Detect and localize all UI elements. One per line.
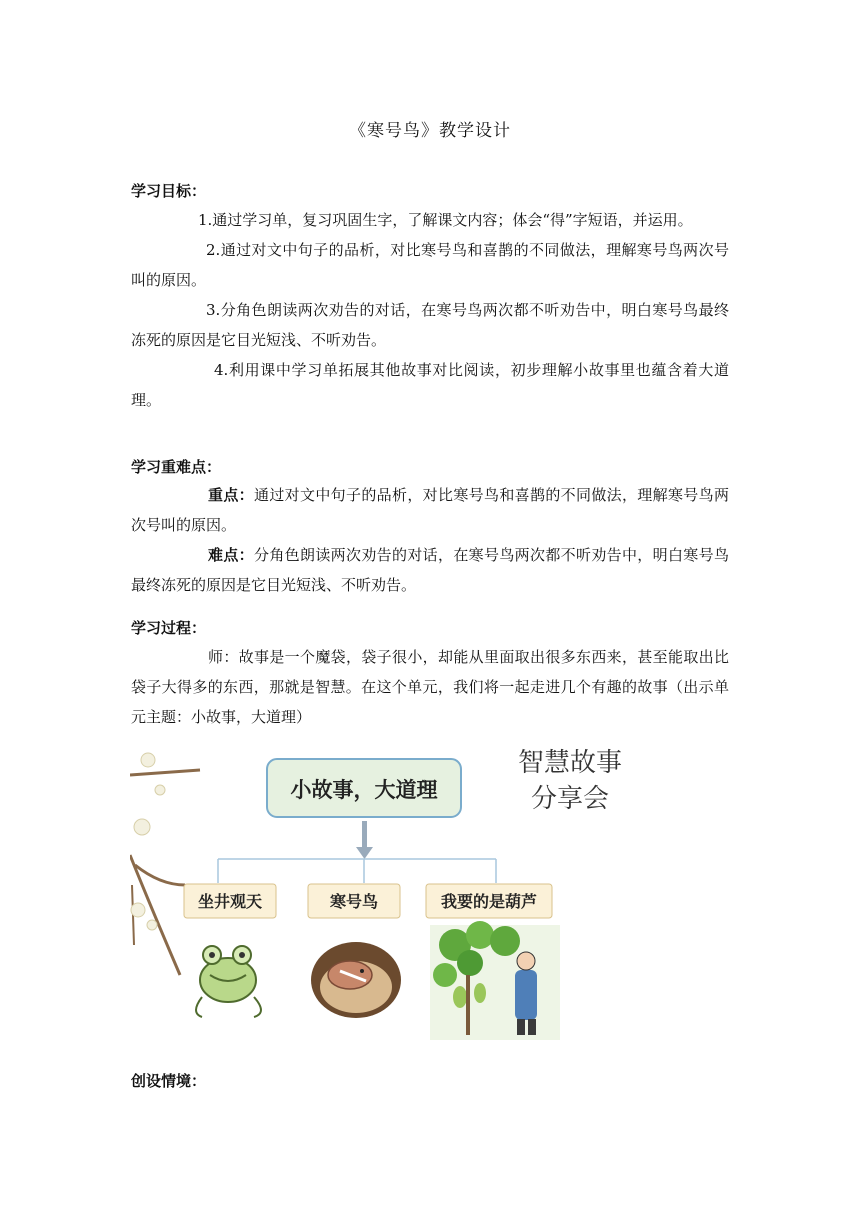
section-heading-objectives: 学习目标： <box>131 182 207 200</box>
process-paragraph: 师：故事是一个魔袋，袋子很小，却能从里面取出很多东西来，甚至能取出比袋子大得多的东西，那就是智慧。在这个单元，我们将一起走进几个有趣的故事（出示单元主题：小故事，大道理） <box>131 648 729 726</box>
story-label-3: 我要的是葫芦 <box>440 892 538 911</box>
frog-illustration <box>196 946 261 1017</box>
difficult-point-text: 分角色朗读两次劝告的对话，在寒号鸟两次都不听劝告中，明白寒号鸟最终冻死的原因是它目光短浅、不听劝告。 <box>131 546 729 594</box>
down-arrow-icon <box>356 847 373 859</box>
main-theme-text: 小故事，大道理 <box>290 777 438 802</box>
connector-lines <box>218 859 496 883</box>
gourd-illustration <box>430 921 560 1040</box>
objective-item-1: 1.通过学习单，复习巩固生字，了解课文内容；体会“得”字短语，并运用。 <box>198 211 693 229</box>
difficult-point-label: 难点： <box>208 546 254 564</box>
arrow-shaft <box>362 821 367 849</box>
key-points-list <box>131 480 729 600</box>
story-label-1: 坐井观天 <box>197 892 263 911</box>
objective-item-3: 3.分角色朗读两次劝告的对话，在寒号鸟两次都不听劝告中，明白寒号鸟最终冻死的原因是它目光短浅、不听劝告。 <box>131 301 729 349</box>
side-title-line1: 智慧故事 <box>517 748 623 778</box>
unit-theme-diagram <box>130 735 630 1045</box>
branch-decoration <box>130 753 200 975</box>
unit-theme-figure <box>130 735 630 1045</box>
section-heading-context: 创设情境： <box>131 1072 207 1090</box>
process-block <box>131 642 729 732</box>
document-title: 《寒号鸟》教学设计 <box>349 121 511 141</box>
side-title-line2: 分享会 <box>530 784 610 814</box>
objectives-list <box>131 205 729 415</box>
section-heading-key-points: 学习重难点： <box>131 458 222 476</box>
objective-item-4: 4.利用课中学习单拓展其他故事对比阅读，初步理解小故事里也蕴含着大道理。 <box>131 361 729 409</box>
key-point-text: 通过对文中句子的品析，对比寒号鸟和喜鹊的不同做法，理解寒号鸟两次号叫的原因。 <box>131 486 729 534</box>
bird-illustration <box>311 942 401 1018</box>
section-heading-process: 学习过程： <box>131 619 207 637</box>
difficult-point-item <box>131 540 729 600</box>
key-point-label: 重点： <box>208 486 254 504</box>
story-label-2: 寒号鸟 <box>329 892 379 911</box>
objective-item-2: 2.通过对文中句子的品析，对比寒号鸟和喜鹊的不同做法，理解寒号鸟两次号叫的原因。 <box>131 241 729 289</box>
key-point-item <box>131 480 729 540</box>
